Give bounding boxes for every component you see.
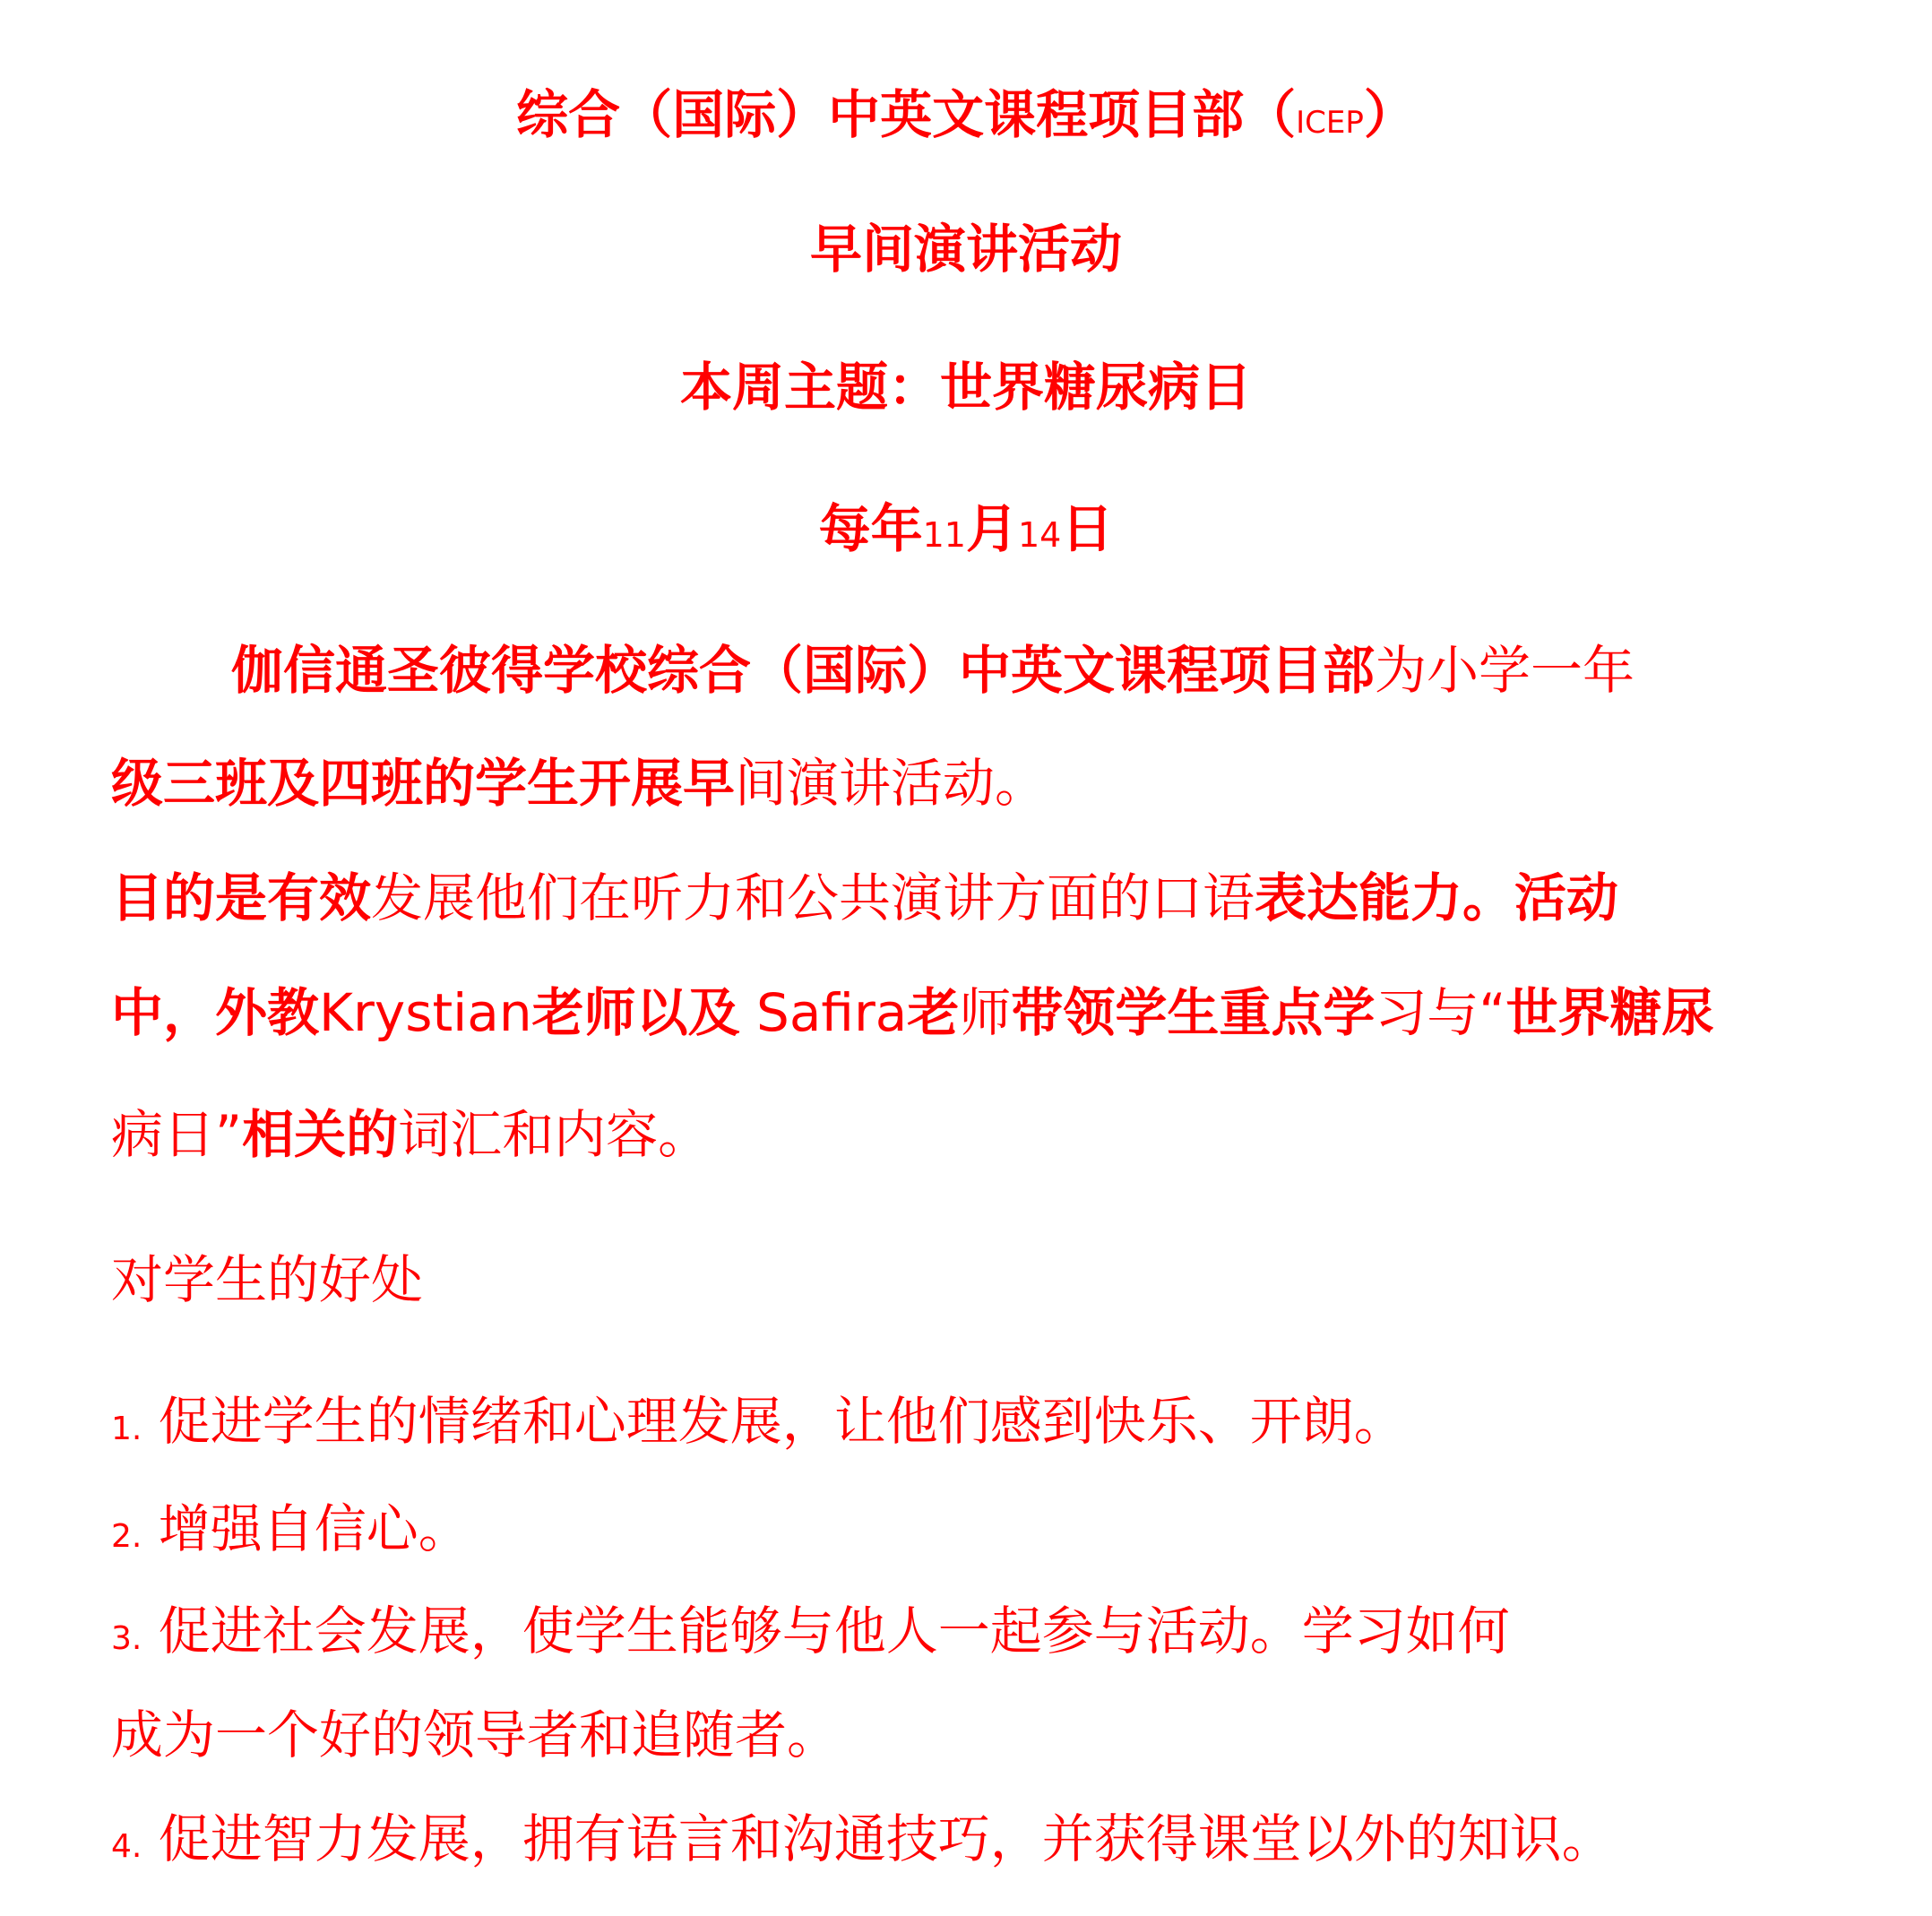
weekly-theme: 本周主题：世界糖尿病日: [679, 357, 1252, 418]
intro-line-2: 级三班及四班的学生开展早间演讲活动。: [111, 753, 1048, 814]
benefits-heading: 对学生的好处: [111, 1249, 424, 1310]
intro-line-1: 伽信通圣彼得学校综合（国际）中英文课程项目部为小学一年: [231, 640, 1635, 701]
benefit-item: 4. 促进智力发展，拥有语言和沟通技巧，并获得课堂以外的知识。: [111, 1808, 1614, 1869]
date-day: 14: [1018, 515, 1062, 555]
date-month: 11: [922, 515, 966, 555]
intro-line-4: 中，外教Krystian老师以及 Safira老师带领学生重点学习与“世界糖尿: [111, 982, 1714, 1043]
benefit-item: 2. 增强自信心。: [111, 1498, 470, 1559]
date-month-label: 月: [965, 498, 1018, 559]
date-day-label: 日: [1061, 498, 1114, 559]
benefit-item: 1. 促进学生的情绪和心理发展，让他们感到快乐、开朗。: [111, 1391, 1406, 1452]
intro-line-5: 病日”相关的词汇和内容。: [111, 1104, 711, 1165]
benefit-item: 3. 促进社会发展，使学生能够与他人一起参与活动。学习如何: [111, 1601, 1510, 1661]
activity-title: 早间演讲活动: [809, 219, 1122, 280]
benefit-item-continuation: 成为一个好的领导者和追随者。: [111, 1705, 840, 1765]
program-title-end: ）: [1363, 84, 1416, 145]
program-abbr: ICEP: [1296, 105, 1364, 141]
date-prefix: 每年: [818, 498, 923, 559]
program-title: [0, 79, 1932, 159]
intro-line-3: 目的是有效发展他们在听力和公共演讲方面的口语表达能力。活动: [111, 867, 1619, 928]
program-title-text: 综合（国际）中英文课程项目部（: [516, 84, 1297, 145]
event-date: [0, 493, 1932, 571]
